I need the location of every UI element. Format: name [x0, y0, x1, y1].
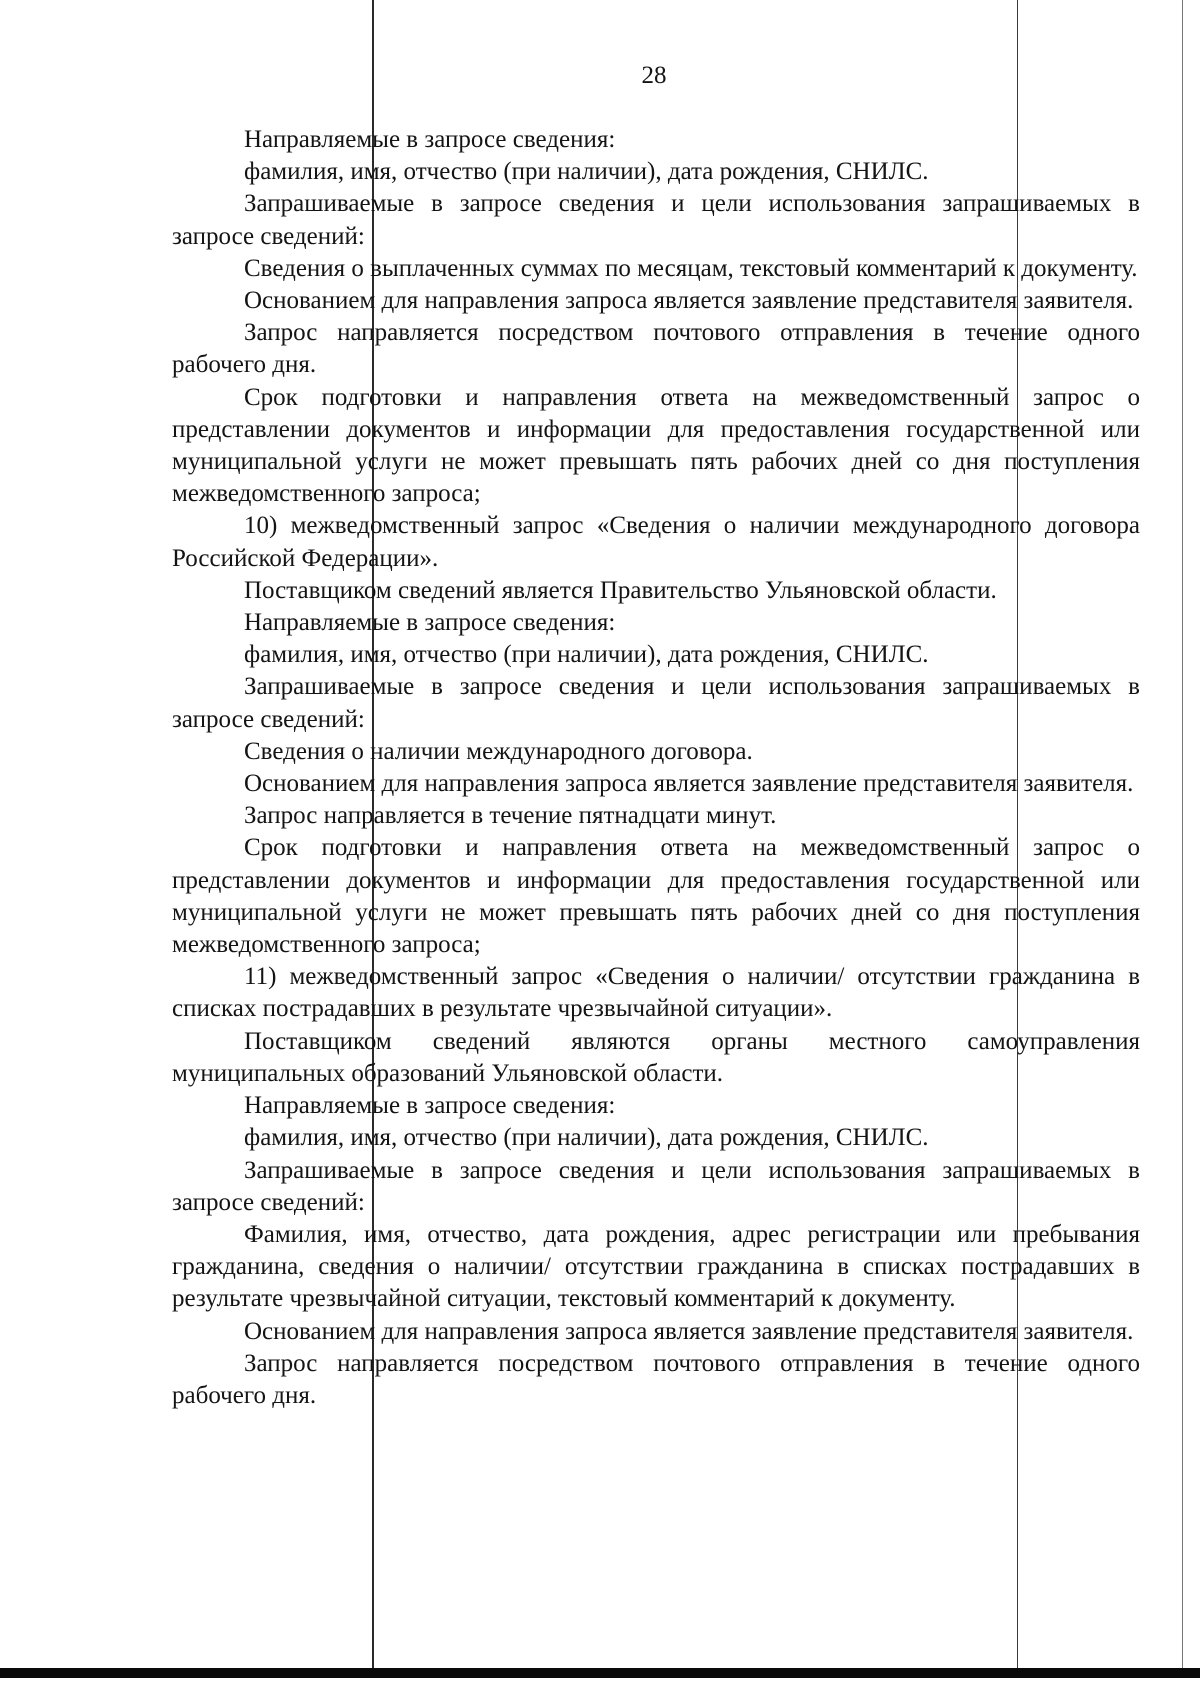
paragraph-sent-data: Направляемые в запросе сведения:	[244, 126, 616, 153]
paragraph-supplier: Поставщиком сведений являются органы местного самоуправления муниципальных образований Ульяновской области.	[172, 1027, 1140, 1087]
paragraph-sent-data: Направляемые в запросе сведения:	[244, 1092, 616, 1120]
paragraph-item-11: 11) межведомственный запрос «Сведения о наличии/ отсутствии гражданина в списках пострадавших в результате чрезвычайной ситуации».	[172, 963, 1140, 1023]
paragraph-item-10: 10) межведомственный запрос «Сведения о наличии международного договора Российской Федерации».	[172, 512, 1140, 572]
paragraph-sending-method: Запрос направляется в течение пятнадцати минут.	[244, 802, 777, 830]
scan-artifact-line	[1182, 0, 1183, 1668]
scan-bottom-border	[0, 1668, 1200, 1678]
paragraph-response-term: Срок подготовки и направления ответа на межведомственный запрос о представлении документов и информации для предоставления государственной или муниципальной услуги не может превышать пять рабочих дней со дня поступления межведомственного запроса;	[172, 834, 1140, 959]
paragraph-requested-data: Запрашиваемые в запросе сведения и цели использования запрашиваемых в запросе сведений:	[172, 1156, 1140, 1216]
paragraph-response-term: Срок подготовки и направления ответа на межведомственный запрос о представлении документов и информации для предоставления государственной или муниципальной услуги не может превышать пять рабочих дней со дня поступления межведомственного запроса;	[172, 383, 1140, 508]
paragraph-requested-data-list: Фамилия, имя, отчество, дата рождения, адрес регистрации или пребывания гражданина, сведения о наличии/ отсутствии гражданина в списках пострадавших в результате чрезвычайной ситуации, текстовый комментарий к документу.	[172, 1220, 1140, 1313]
paragraph-basis: Основанием для направления запроса является заявление представителя заявителя.	[244, 770, 1134, 798]
paragraph-supplier: Поставщиком сведений является Правительство Ульяновской области.	[244, 576, 997, 604]
page-number: 28	[641, 62, 667, 89]
paragraph-sending-method: Запрос направляется посредством почтового отправления в течение одного рабочего дня.	[172, 319, 1140, 379]
paragraph-requested-data-list: Сведения о наличии международного договора.	[244, 737, 753, 765]
paragraph-requested-data-list: Сведения о выплаченных суммах по месяцам, текстовый комментарий к документу.	[244, 254, 1138, 282]
paragraph-requested-data: Запрашиваемые в запросе сведения и цели использования запрашиваемых в запросе сведений:	[172, 190, 1140, 250]
paragraph-basis: Основанием для направления запроса является заявление представителя заявителя.	[244, 1317, 1134, 1345]
paragraph-sent-data-list: фамилия, имя, отчество (при наличии), дата рождения, СНИЛС.	[244, 1124, 929, 1152]
document-body	[172, 124, 1140, 1412]
paragraph-requested-data: Запрашиваемые в запросе сведения и цели использования запрашиваемых в запросе сведений:	[172, 673, 1140, 733]
paragraph-basis: Основанием для направления запроса является заявление представителя заявителя.	[244, 287, 1134, 315]
paragraph-sending-method: Запрос направляется посредством почтового отправления в течение одного рабочего дня.	[172, 1349, 1140, 1409]
paragraph-sent-data-list: фамилия, имя, отчество (при наличии), дата рождения, СНИЛС.	[244, 641, 929, 669]
paragraph-sent-data-list: фамилия, имя, отчество (при наличии), дата рождения, СНИЛС.	[244, 158, 929, 186]
paragraph-sent-data: Направляемые в запросе сведения:	[244, 609, 616, 637]
